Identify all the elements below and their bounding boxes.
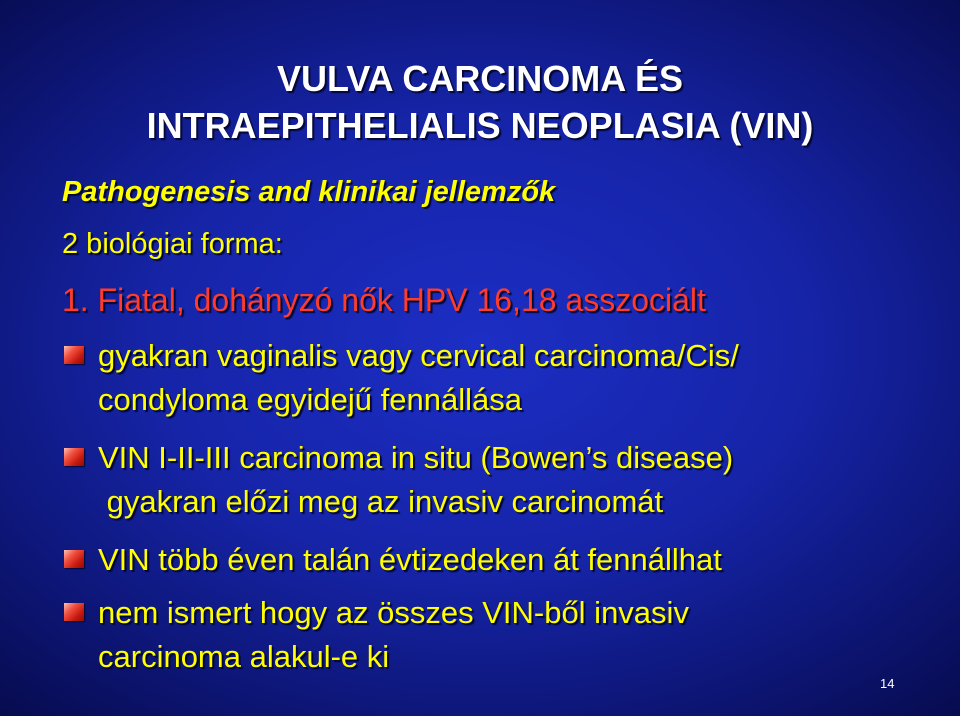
page-number: 14	[880, 676, 895, 691]
title-line-1: VULVA CARCINOMA ÉS	[276, 58, 683, 99]
slide-title	[60, 55, 900, 149]
bullet-line: gyakran előzi meg az invasiv carcinomát	[98, 484, 664, 519]
bullet-line: carcinoma alakul-e ki	[98, 639, 390, 674]
bullet-line: VIN I-II-III carcinoma in situ (Bowen’s disease)	[98, 440, 734, 475]
bullet-icon	[64, 448, 84, 466]
point-heading: 1. Fiatal, dohányzó nők HPV 16,18 asszociált	[62, 282, 706, 318]
bullet-line: gyakran vaginalis vagy cervical carcinoma/Cis/	[98, 338, 739, 373]
bullet-line: condyloma egyidejű fennállása	[98, 382, 522, 417]
bullet-icon	[64, 603, 84, 621]
bullet-text	[98, 436, 733, 524]
bullet-text	[98, 334, 739, 422]
bullet-line: VIN több éven talán évtizedeken át fennállhat	[98, 542, 722, 577]
bullet-text	[98, 538, 722, 582]
title-line-2: INTRAEPITHELIALIS NEOPLASIA (VIN)	[146, 105, 814, 146]
bullet-text	[98, 591, 689, 679]
subtitle: Pathogenesis and klinikai jellemzők	[62, 176, 556, 208]
bullet-icon	[64, 550, 84, 568]
intro-text: 2 biológiai forma:	[62, 228, 283, 260]
bullet-icon	[64, 346, 84, 364]
bullet-line: nem ismert hogy az összes VIN-ből invasiv	[98, 595, 689, 630]
